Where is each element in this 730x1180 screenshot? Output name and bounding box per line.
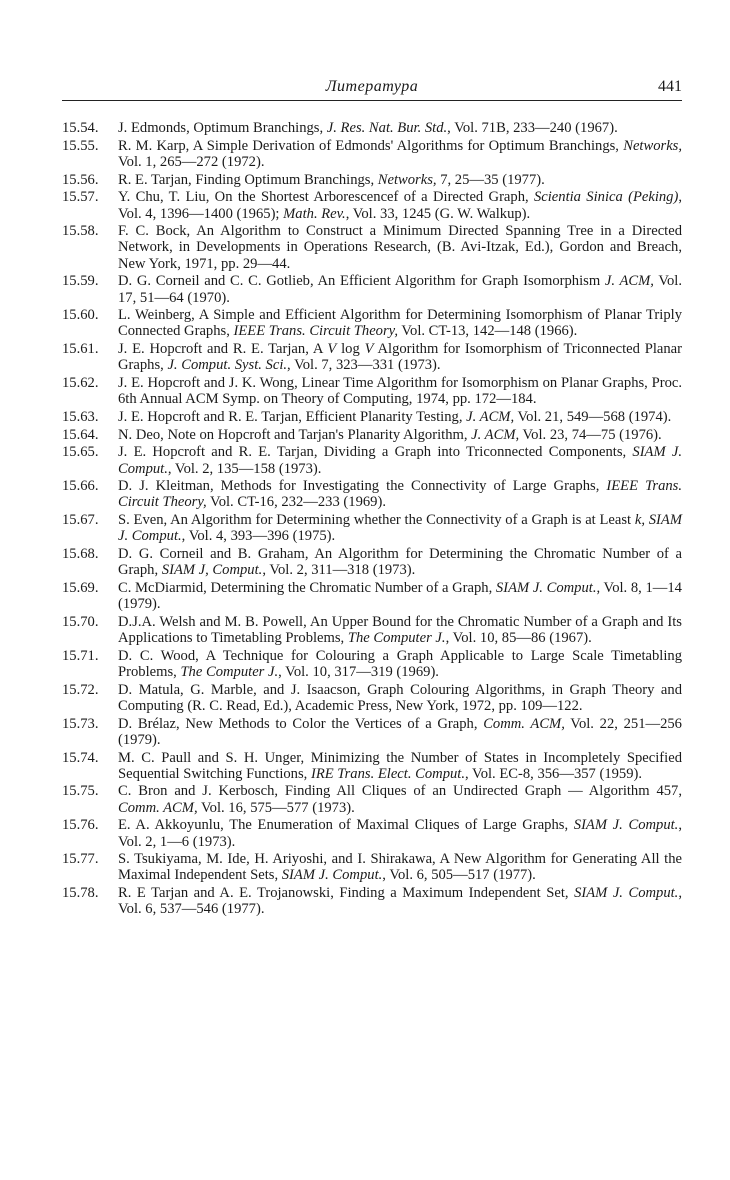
reference-segment: J. E. Hopcroft and J. K. Wong, Linear Time Algorithm for Isomorphism on Planar Graphs, Proc. 6th Annual ACM Symp. on Theory of Computing, 1974, pp. 172—184. bbox=[118, 375, 682, 408]
reference-segment: , Vol. 8, 1—14 (1979). bbox=[118, 579, 682, 613]
reference-segment: J. Edmonds, Optimum Branchings, bbox=[118, 120, 327, 136]
reference-text bbox=[118, 614, 682, 646]
reference-italic-segment: V bbox=[327, 341, 337, 358]
reference-segment: , Vol. 2, 135—158 (1973). bbox=[167, 460, 322, 477]
reference-text bbox=[118, 409, 682, 425]
reference-text bbox=[118, 138, 682, 170]
reference-italic-segment: Comm. ACM, bbox=[118, 799, 198, 816]
reference-text bbox=[118, 341, 682, 373]
reference-italic-segment: J. ACM, bbox=[466, 408, 515, 425]
reference-segment: Vol. 22, 251—256 (1979). bbox=[118, 715, 682, 748]
reference-text bbox=[118, 648, 682, 680]
reference-text bbox=[118, 273, 682, 305]
reference-segment: , Vol. 6, 537—546 (1977). bbox=[118, 885, 682, 918]
reference-italic-segment: J. Res. Nat. Bur. Std. bbox=[326, 120, 448, 136]
reference-entry bbox=[62, 409, 682, 425]
reference-segment: C. McDiarmid, Determining the Chromatic Number of a Graph, bbox=[118, 579, 496, 596]
reference-number: 15.55. bbox=[62, 137, 99, 154]
page-number: 441 bbox=[658, 78, 682, 95]
reference-italic-segment: Networks, bbox=[377, 171, 437, 188]
reference-text bbox=[118, 851, 682, 883]
reference-number: 15.78. bbox=[62, 885, 99, 902]
reference-number: 15.57. bbox=[62, 189, 99, 206]
reference-segment: , Vol. 7, 323—331 (1973). bbox=[287, 357, 441, 374]
reference-entry bbox=[62, 478, 682, 510]
reference-text bbox=[118, 750, 682, 782]
reference-italic-segment: Math. Rev. bbox=[283, 205, 346, 222]
reference-italic-segment: SIAM J. Comput. bbox=[118, 444, 682, 477]
reference-italic-segment: The Computer J. bbox=[180, 664, 279, 680]
reference-segment: D. G. Corneil and B. Graham, An Algorithm for Determining the Chromatic Number of a Graph, bbox=[118, 546, 682, 579]
reference-segment: R. E Tarjan and A. E. Trojanowski, Finding a Maximum Independent Set, bbox=[118, 885, 575, 902]
reference-segment: , Vol. 2, 311—318 (1973). bbox=[262, 562, 416, 579]
reference-entry bbox=[62, 682, 682, 714]
reference-entry bbox=[62, 307, 682, 339]
reference-number: 15.58. bbox=[62, 223, 99, 240]
reference-segment: M. C. Paull and S. H. Unger, Minimizing the Number of States in Incompletely Specified Sequential Switching Functions, bbox=[118, 749, 682, 782]
reference-entry bbox=[62, 817, 682, 849]
reference-italic-segment: SIAM J. Comput. bbox=[573, 817, 679, 834]
reference-italic-segment: Comm. ACM, bbox=[483, 715, 565, 732]
reference-segment: J. E. Hopcroft and R. E. Tarjan, A bbox=[118, 341, 328, 358]
reference-italic-segment: SIAM J. Comput. bbox=[281, 867, 383, 884]
reference-number: 15.70. bbox=[62, 613, 99, 630]
reference-number: 15.65. bbox=[62, 444, 99, 461]
reference-italic-segment: IEEE Trans. Circuit Theory, bbox=[118, 478, 682, 511]
reference-italic-segment: Networks, bbox=[623, 137, 682, 154]
reference-number: 15.68. bbox=[62, 546, 99, 563]
reference-number: 15.64. bbox=[62, 426, 99, 443]
reference-entry bbox=[62, 273, 682, 305]
reference-number: 15.73. bbox=[62, 715, 99, 732]
reference-italic-segment: Scientia Sinica (Peking) bbox=[533, 189, 679, 206]
reference-text bbox=[118, 783, 682, 815]
reference-number: 15.76. bbox=[62, 817, 99, 834]
reference-italic-segment: SIAM J. Comput. bbox=[495, 579, 597, 596]
reference-list bbox=[62, 120, 682, 919]
reference-entry bbox=[62, 427, 682, 443]
reference-segment: D.J.A. Welsh and M. B. Powell, An Upper Bound for the Chromatic Number of a Graph and Its Applications to Timetabling Problems, bbox=[118, 613, 682, 647]
reference-segment: Vol. 1, 265—272 (1972). bbox=[118, 153, 265, 170]
reference-segment: Vol. 23, 74—75 (1976). bbox=[519, 426, 662, 443]
reference-segment: , Vol. 71B, 233—240 (1967). bbox=[447, 120, 618, 136]
reference-segment: log bbox=[336, 341, 365, 358]
reference-segment: J. E. Hopcroft and R. E. Tarjan, Dividing a Graph into Triconnected Components, bbox=[118, 444, 633, 461]
reference-text bbox=[118, 189, 682, 221]
reference-number: 15.74. bbox=[62, 749, 99, 766]
reference-text bbox=[118, 817, 682, 849]
reference-segment: 7, 25—35 (1977). bbox=[436, 171, 545, 188]
reference-segment: D. C. Wood, A Technique for Colouring a Graph Applicable to Large Scale Timetabling Problems, bbox=[118, 647, 682, 680]
reference-segment: Vol. 21, 549—568 (1974). bbox=[514, 408, 672, 425]
reference-number: 15.56. bbox=[62, 171, 99, 188]
reference-segment: Y. Chu, T. Liu, On the Shortest Arborescencef of a Directed Graph, bbox=[118, 189, 534, 206]
reference-segment: N. Deo, Note on Hopcroft and Tarjan's Planarity Algorithm, bbox=[118, 426, 472, 443]
reference-text bbox=[118, 478, 682, 510]
reference-entry bbox=[62, 512, 682, 544]
reference-segment: , Vol. 33, 1245 (G. W. Walkup). bbox=[345, 205, 531, 222]
reference-text bbox=[118, 512, 682, 544]
reference-segment: , Vol. 4, 393—396 (1975). bbox=[181, 528, 336, 545]
reference-number: 15.61. bbox=[62, 341, 99, 358]
reference-segment: Vol. 17, 51—64 (1970). bbox=[118, 273, 683, 306]
reference-entry bbox=[62, 648, 682, 680]
running-title: Литература bbox=[325, 78, 419, 95]
reference-text bbox=[118, 307, 682, 339]
reference-segment: Vol. 16, 575—577 (1973). bbox=[197, 799, 355, 816]
reference-text bbox=[118, 120, 682, 136]
reference-italic-segment: IEEE Trans. Circuit Theory, bbox=[233, 323, 398, 340]
reference-number: 15.75. bbox=[62, 783, 99, 800]
reference-number: 15.63. bbox=[62, 408, 99, 425]
reference-text bbox=[118, 682, 682, 714]
reference-entry bbox=[62, 546, 682, 578]
reference-number: 15.62. bbox=[62, 375, 99, 392]
reference-text bbox=[118, 885, 682, 917]
reference-entry bbox=[62, 614, 682, 646]
reference-text bbox=[118, 223, 682, 272]
reference-italic-segment: k, SIAM J. Comput. bbox=[118, 512, 682, 545]
reference-entry bbox=[62, 783, 682, 815]
reference-segment: F. C. Bock, An Algorithm to Construct a Minimum Directed Spanning Tree in a Directed Network, in Developments in Operations Research, (B. Avi-Itzak, Ed.), Gordon and Breach, New York, 1971, pp. 29—44. bbox=[118, 223, 682, 272]
reference-number: 15.67. bbox=[62, 512, 99, 529]
reference-entry bbox=[62, 885, 682, 917]
reference-entry bbox=[62, 189, 682, 221]
reference-number: 15.54. bbox=[62, 120, 99, 136]
reference-entry bbox=[62, 172, 682, 188]
reference-text bbox=[118, 546, 682, 578]
reference-entry bbox=[62, 444, 682, 476]
reference-segment: , Vol. 10, 317—319 (1969). bbox=[278, 664, 439, 680]
reference-segment: E. A. Akkoyunlu, The Enumeration of Maximal Cliques of Large Graphs, bbox=[118, 817, 574, 834]
reference-italic-segment: J. Comput. Syst. Sci. bbox=[167, 357, 288, 374]
reference-italic-segment: J. ACM, bbox=[471, 426, 520, 443]
reference-segment: Vol. CT-13, 142—148 (1966). bbox=[397, 323, 578, 340]
reference-entry bbox=[62, 223, 682, 272]
reference-number: 15.60. bbox=[62, 307, 99, 324]
reference-segment: S. Even, An Algorithm for Determining whether the Connectivity of a Graph is at Least bbox=[118, 512, 635, 529]
reference-italic-segment: V bbox=[364, 341, 374, 358]
reference-segment: , Vol. 6, 505—517 (1977). bbox=[382, 867, 536, 884]
reference-number: 15.66. bbox=[62, 478, 99, 495]
reference-segment: J. E. Hopcroft and R. E. Tarjan, Efficient Planarity Testing, bbox=[118, 408, 467, 425]
reference-segment: C. Bron and J. Kerbosch, Finding All Cliques of an Undirected Graph — Algorithm 457, bbox=[118, 783, 682, 800]
reference-text bbox=[118, 375, 682, 407]
reference-segment: D. Matula, G. Marble, and J. Isaacson, Graph Colouring Algorithms, in Graph Theory and Computing (R. C. Read, Ed.), Academic Press, New York, 1972, pp. 109—122. bbox=[118, 681, 682, 714]
reference-segment: , Vol. 10, 85—86 (1967). bbox=[445, 630, 592, 647]
reference-italic-segment: IRE Trans. Elect. Comput. bbox=[310, 765, 466, 782]
reference-entry bbox=[62, 716, 682, 748]
reference-segment: D. J. Kleitman, Methods for Investigating the Connectivity of Large Graphs, bbox=[118, 478, 607, 495]
reference-segment: R. E. Tarjan, Finding Optimum Branchings, bbox=[118, 171, 378, 188]
reference-segment: , Vol. EC-8, 356—357 (1959). bbox=[465, 765, 643, 782]
reference-segment: D. Brélaz, New Methods to Color the Vertices of a Graph, bbox=[118, 715, 484, 732]
reference-entry bbox=[62, 341, 682, 373]
reference-text bbox=[118, 427, 682, 443]
reference-italic-segment: The Computer J. bbox=[347, 630, 446, 647]
reference-entry bbox=[62, 851, 682, 883]
reference-number: 15.77. bbox=[62, 851, 99, 868]
reference-number: 15.69. bbox=[62, 579, 99, 596]
reference-segment: S. Tsukiyama, M. Ide, H. Ariyoshi, and I. Shirakawa, A New Algorithm for Generating All the Maximal Independent Sets, bbox=[118, 851, 682, 884]
reference-number: 15.72. bbox=[62, 681, 99, 698]
reference-entry bbox=[62, 375, 682, 407]
reference-italic-segment: SIAM J. Comput. bbox=[574, 885, 679, 902]
reference-segment: D. G. Corneil and C. C. Gotlieb, An Efficient Algorithm for Graph Isomorphism bbox=[118, 273, 605, 290]
reference-segment: Algorithm for Isomorphism of Triconnected Planar Graphs, bbox=[118, 341, 682, 374]
reference-entry bbox=[62, 138, 682, 170]
reference-segment: L. Weinberg, A Simple and Efficient Algorithm for Determining Isomorphism of Planar Triply Connected Graphs, bbox=[118, 307, 682, 340]
reference-number: 15.71. bbox=[62, 647, 99, 664]
reference-text bbox=[118, 716, 682, 748]
reference-number: 15.59. bbox=[62, 273, 99, 290]
reference-entry bbox=[62, 750, 682, 782]
reference-text bbox=[118, 580, 682, 612]
reference-segment: , Vol. 2, 1—6 (1973). bbox=[118, 817, 682, 850]
reference-segment: R. M. Karp, A Simple Derivation of Edmonds' Algorithms for Optimum Branchings, bbox=[118, 137, 624, 154]
reference-segment: , Vol. 4, 1396—1400 (1965); bbox=[118, 189, 682, 222]
reference-segment: Vol. CT-16, 232—233 (1969). bbox=[206, 494, 386, 511]
reference-entry bbox=[62, 120, 682, 136]
running-header bbox=[62, 78, 682, 101]
reference-text bbox=[118, 444, 682, 476]
reference-italic-segment: SIAM J, Comput. bbox=[161, 562, 263, 579]
reference-entry bbox=[62, 580, 682, 612]
reference-italic-segment: J. ACM, bbox=[604, 273, 654, 290]
reference-text bbox=[118, 172, 682, 188]
